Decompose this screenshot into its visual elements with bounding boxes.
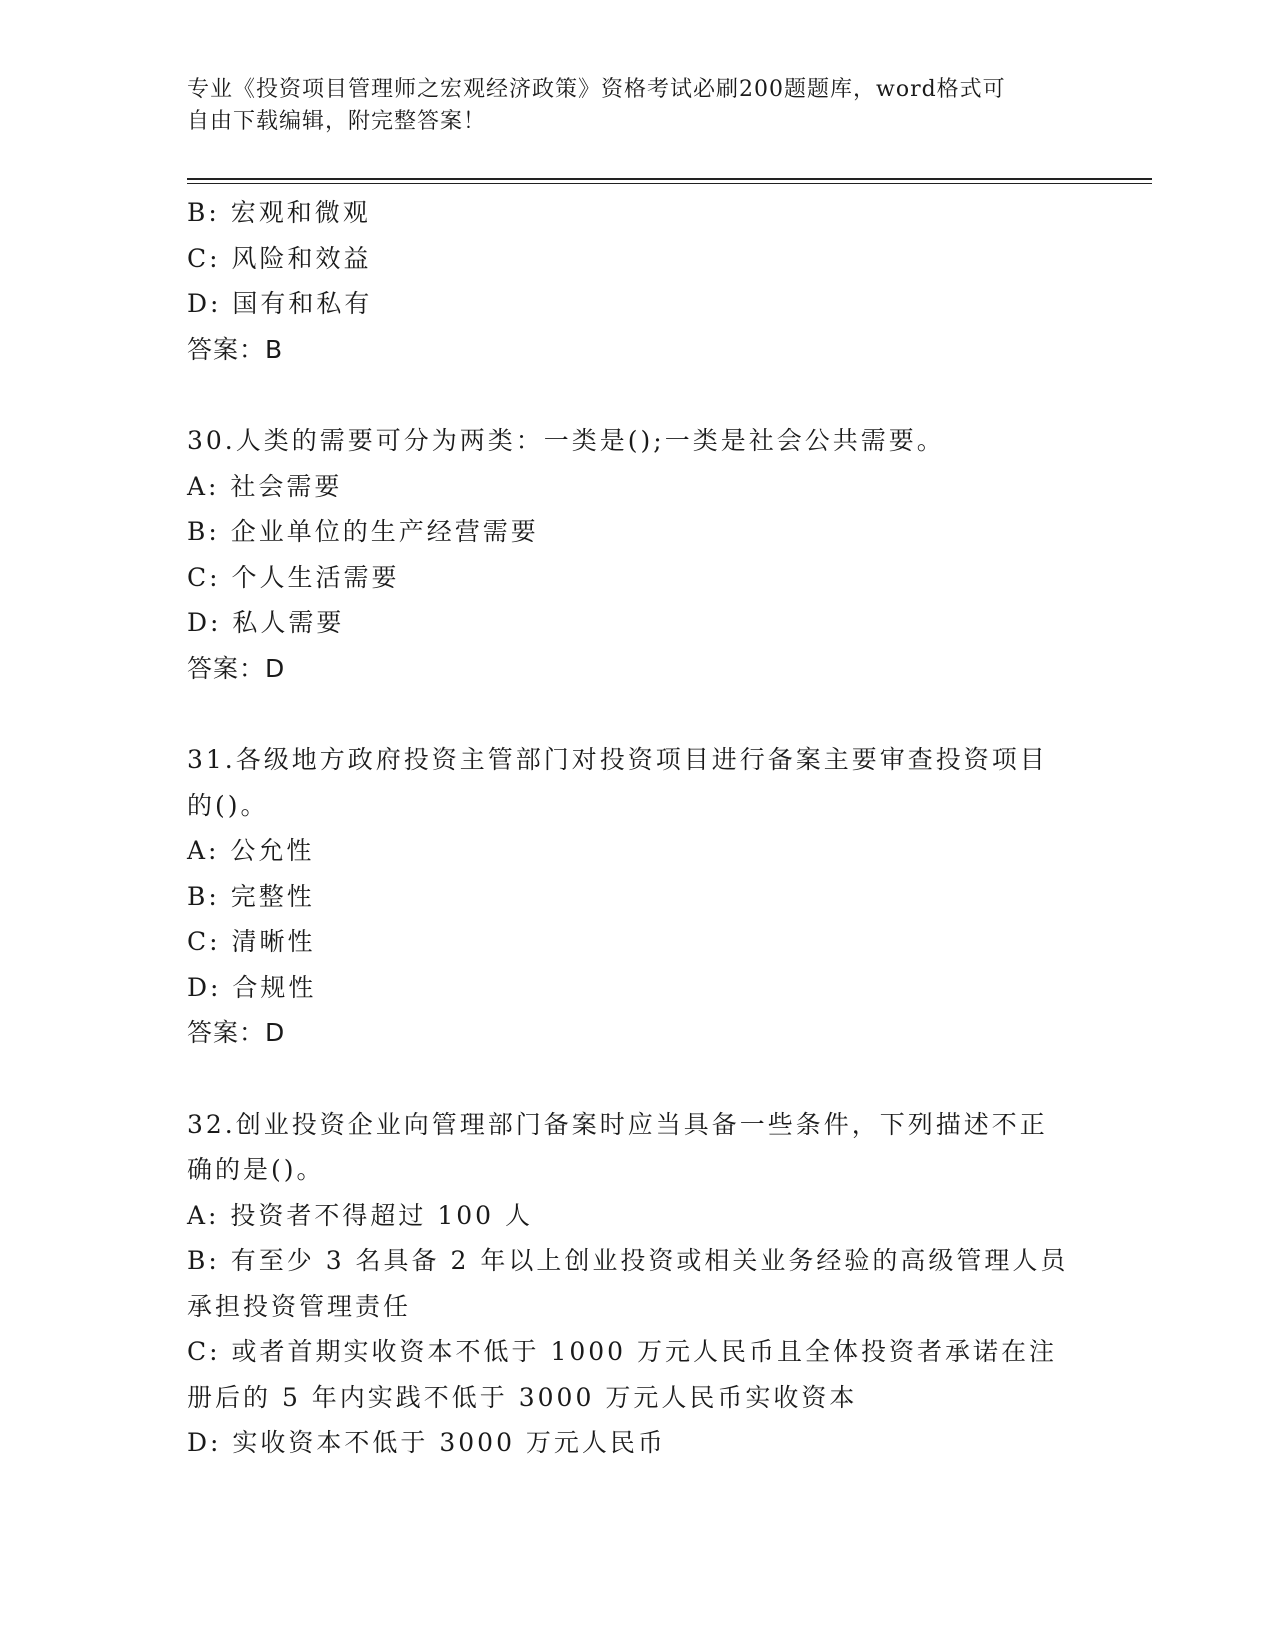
- spacer: [187, 1056, 1087, 1102]
- option-c-cont: 册后的 5 年内实践不低于 3000 万元人民币实收资本: [187, 1382, 858, 1412]
- option-b: B: 宏观和微观: [187, 198, 371, 227]
- question-text-cont: 确的是()。: [187, 1155, 325, 1184]
- question-32-block: [187, 1102, 1087, 1466]
- answer-line: 答案：D: [187, 653, 286, 683]
- option-c: C: 或者首期实收资本不低于 1000 万元人民币且全体投资者承诺在注: [187, 1337, 1058, 1366]
- header-divider-thin: [187, 183, 1152, 184]
- option-a: A: 公允性: [187, 836, 315, 865]
- option-b-cont: 承担投资管理责任: [187, 1291, 412, 1321]
- question-text: 30.人类的需要可分为两类：一类是();一类是社会公共需要。: [187, 426, 945, 455]
- answer-line: 答案：D: [187, 1018, 286, 1047]
- option-c: C: 清晰性: [187, 927, 316, 956]
- question-content: [187, 190, 1087, 1466]
- question-text-cont: 的()。: [187, 790, 269, 820]
- option-a: A: 社会需要: [187, 471, 343, 501]
- option-b: B: 企业单位的生产经营需要: [187, 517, 539, 546]
- answer-line: 答案：B: [187, 334, 284, 364]
- question-text: 32.创业投资企业向管理部门备案时应当具备一些条件，下列描述不正: [187, 1109, 1048, 1139]
- header-line-2: 自由下载编辑，附完整答案！: [187, 109, 487, 134]
- question-31-block: [187, 737, 1087, 1056]
- question-29-block: [187, 190, 1087, 372]
- option-a: A: 投资者不得超过 100 人: [187, 1200, 534, 1230]
- spacer: [187, 691, 1087, 737]
- question-30-block: [187, 418, 1087, 691]
- header-line-1: 专业《投资项目管理师之宏观经济政策》资格考试必刷200题题库，word格式可: [187, 77, 1006, 102]
- option-d: D: 合规性: [187, 972, 317, 1002]
- spacer: [187, 372, 1087, 418]
- option-b: B: 有至少 3 名具备 2 年以上创业投资或相关业务经验的高级管理人员: [187, 1246, 1069, 1275]
- document-header: [187, 74, 1067, 138]
- option-d: D: 私人需要: [187, 608, 345, 637]
- question-text: 31.各级地方政府投资主管部门对投资项目进行备案主要审查投资项目: [187, 745, 1048, 774]
- header-divider-thick: [187, 178, 1152, 180]
- option-d: D: 实收资本不低于 3000 万元人民币: [187, 1428, 666, 1457]
- option-d: D: 国有和私有: [187, 289, 373, 318]
- option-c: C: 个人生活需要: [187, 562, 400, 592]
- option-b: B: 完整性: [187, 881, 315, 911]
- option-c: C: 风险和效益: [187, 243, 372, 273]
